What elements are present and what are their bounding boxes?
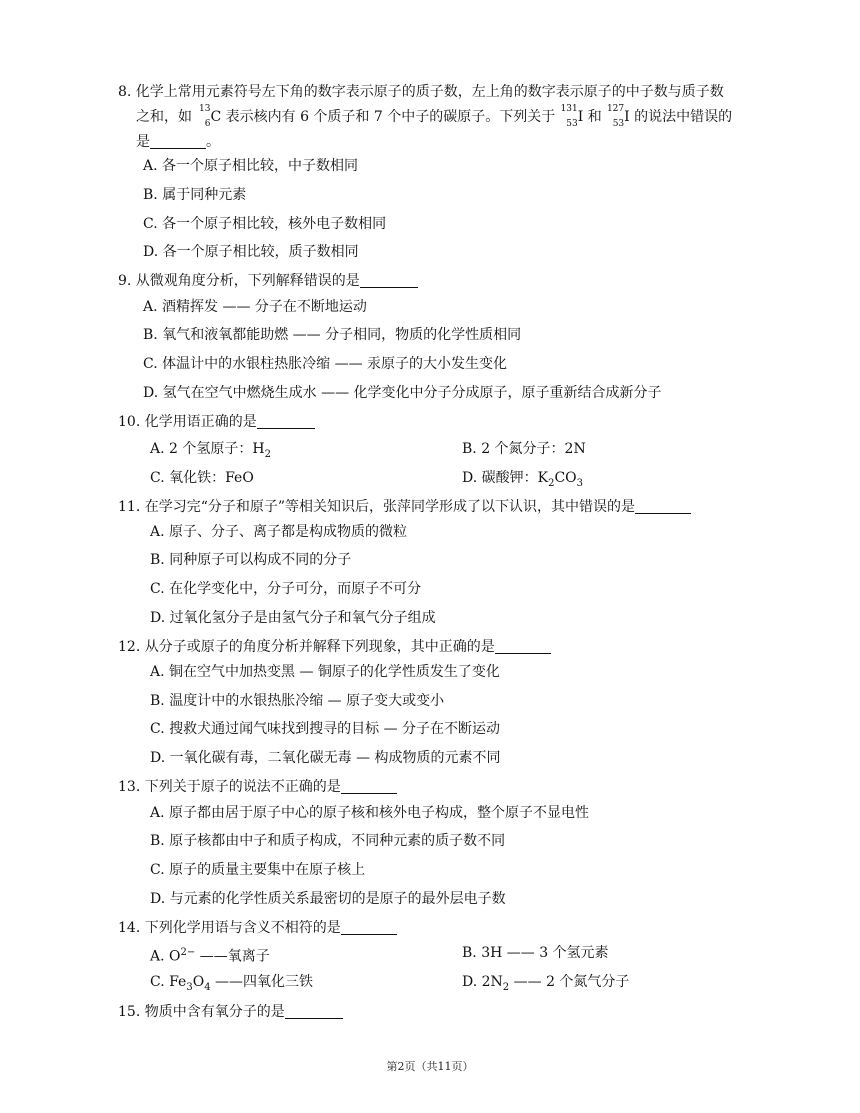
- answer-blank[interactable]: [285, 1004, 343, 1019]
- iodine-127-symbol: 127 53: [606, 104, 625, 129]
- q8-option-d[interactable]: D. 各一个原子相比较，质子数相同: [143, 244, 359, 260]
- q13-option-b[interactable]: B. 原子核都由中子和质子构成，不同种元素的质子数不同: [150, 833, 506, 849]
- q8-option-a[interactable]: A. 各一个原子相比较，中子数相同: [143, 158, 359, 174]
- q13-option-c[interactable]: C. 原子的质量主要集中在原子核上: [150, 862, 366, 878]
- q9-option-c[interactable]: C. 体温计中的水银柱热胀冷缩 —— 汞原子的大小发生变化: [143, 356, 508, 372]
- question-8-line-1: 8. 化学上常用元素符号左下角的数字表示原子的质子数，左上角的数字表示原子的中子数与质子数: [118, 84, 724, 100]
- q11-option-c[interactable]: C. 在化学变化中，分子可分，而原子不可分: [150, 581, 422, 597]
- q13-option-d[interactable]: D. 与元素的化学性质关系最密切的是原子的最外层电子数: [150, 891, 506, 907]
- carbon-symbol: C: [210, 109, 222, 125]
- q12-option-d[interactable]: D. 一氧化碳有毒，二氧化碳无毒 — 构成物质的元素不同: [150, 750, 501, 766]
- q8-text-part-a: 之和，如: [136, 109, 192, 125]
- q10-option-a[interactable]: A. 2 个氢原子：$H_2$: [150, 441, 271, 460]
- answer-blank[interactable]: [257, 414, 315, 429]
- page-number-footer: 第2页（共11页）: [386, 1060, 474, 1073]
- answer-blank[interactable]: [150, 134, 206, 149]
- question-10-stem: 10. 化学用语正确的是: [118, 411, 768, 433]
- answer-blank[interactable]: [341, 779, 397, 794]
- q12-option-b[interactable]: B. 温度计中的水银热胀冷缩 — 原子变大或变小: [150, 693, 445, 709]
- q11-option-d[interactable]: D. 过氧化氢分子是由氢气分子和氧气分子组成: [150, 610, 436, 626]
- question-13-stem: 13. 下列关于原子的说法不正确的是: [118, 776, 768, 798]
- q11-option-b[interactable]: B. 同种原子可以构成不同的分子: [150, 552, 352, 568]
- question-15-stem: 15. 物质中含有氧分子的是: [118, 1001, 768, 1023]
- answer-blank[interactable]: [360, 273, 418, 288]
- carbon-isotope-symbol: 13 6: [199, 104, 211, 129]
- question-8-line-2: 之和，如 13 6 C 表示核内有 6 个质子和 7 个中子的碳原子。下列关于 131 53 I 和 127 53 I 的说法中错误的: [136, 104, 733, 129]
- q8-text-part-d: 的说法中错误的: [634, 109, 733, 125]
- q9-option-a[interactable]: A. 酒精挥发 —— 分子在不断地运动: [143, 299, 367, 315]
- question-11-stem: 11. 在学习完“分子和原子”等相关知识后，张萍同学形成了以下认识，其中错误的是: [118, 496, 768, 518]
- q13-option-a[interactable]: A. 原子都由居于原子中心的原子核和核外电子构成，整个原子不显电性: [150, 805, 590, 821]
- question-8-line-3: 是 。: [136, 134, 220, 150]
- question-9-stem: 9. 从微观角度分析，下列解释错误的是: [118, 270, 768, 292]
- iodine-131-symbol: 131 53: [560, 104, 578, 129]
- q12-option-c[interactable]: C. 搜救犬通过闻气味找到搜寻的目标 — 分子在不断运动: [150, 721, 501, 737]
- q12-option-a[interactable]: A. 铜在空气中加热变黑 — 铜原子的化学性质发生了变化: [150, 664, 500, 680]
- q10-option-b[interactable]: B. 2 个氮分子：2N: [462, 441, 586, 457]
- q8-text-part-b: 表示核内有 6 个质子和 7 个中子的碳原子。下列关于: [225, 109, 556, 125]
- q10-option-d[interactable]: D. 碳酸钾：$K_2CO_3$: [462, 470, 584, 489]
- q14-option-c[interactable]: C. $Fe_3O_4$ ——四氧化三铁: [150, 974, 314, 993]
- question-12-stem: 12. 从分子或原子的角度分析并解释下列现象，其中正确的是: [118, 636, 768, 658]
- q8-text-part-c: 和: [587, 109, 602, 125]
- answer-blank[interactable]: [495, 639, 551, 654]
- q9-option-b[interactable]: B. 氧气和液氧都能助燃 —— 分子相同，物质的化学性质相同: [143, 327, 522, 343]
- q14-option-d[interactable]: D. $2N_2$ —— 2 个氮气分子: [462, 974, 630, 993]
- answer-blank[interactable]: [341, 920, 397, 935]
- q8-option-c[interactable]: C. 各一个原子相比较，核外电子数相同: [143, 216, 387, 232]
- question-14-stem: 14. 下列化学用语与含义不相符的是: [118, 917, 768, 939]
- answer-blank[interactable]: [635, 499, 691, 514]
- q14-option-a[interactable]: A. $O^{2-}$ ——氧离子: [150, 947, 270, 965]
- q10-option-c[interactable]: C. 氧化铁：FeO: [150, 470, 254, 486]
- q9-option-d[interactable]: D. 氢气在空气中燃烧生成水 —— 化学变化中分子分成原子，原子重新结合成新分子: [143, 385, 662, 401]
- q8-option-b[interactable]: B. 属于同种元素: [143, 187, 247, 203]
- q11-option-a[interactable]: A. 原子、分子、离子都是构成物质的微粒: [150, 524, 408, 540]
- q14-option-b[interactable]: B. 3H —— 3 个氢元素: [462, 945, 609, 961]
